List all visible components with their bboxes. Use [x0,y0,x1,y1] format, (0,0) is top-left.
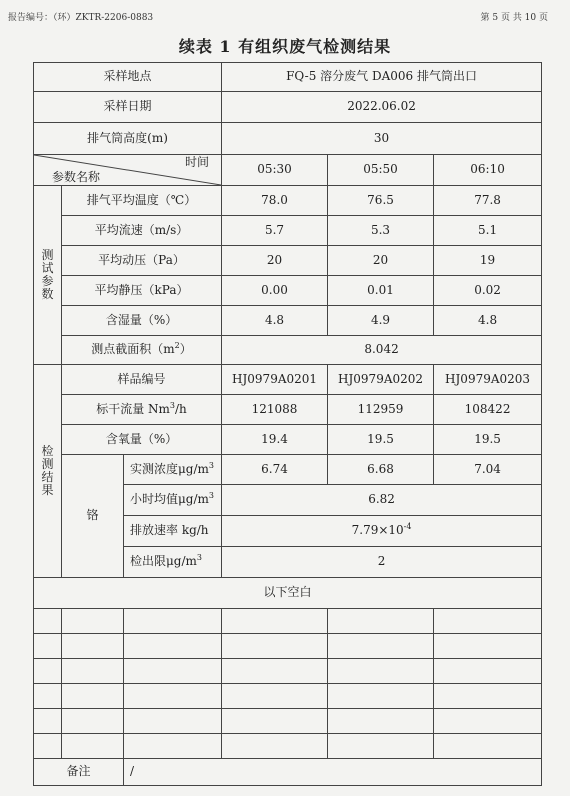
sample-label: 样品编号 [62,365,222,395]
hourly-avg-value: 6.82 [222,485,542,516]
empty-row [34,609,542,634]
table-title: 续表 1 有组织废气检测结果 [178,37,392,56]
group-char: 测 [41,456,54,471]
param-label: 含湿量（%） [62,306,222,336]
sample-id: HJ0979A0203 [434,365,542,395]
empty-row [34,659,542,684]
report-number: 报告编号：（环）ZKTR-2206-0883 [8,13,154,23]
row-date [34,92,542,123]
blank-note: 以下空白 [34,578,542,609]
area-label: 测点截面积$(m^2)$ [62,336,222,365]
sample-id: HJ0979A0202 [328,365,434,395]
time-cell: 05:50 [328,155,434,186]
oxygen-label: 含氧量（%） [62,425,222,455]
oxygen-value: 19.4 [222,425,328,455]
empty-row [34,709,542,734]
height-value: 30 [222,123,542,155]
area-value: 8.042 [222,336,542,365]
oxygen-value: 19.5 [434,425,542,455]
empty-row [34,684,542,709]
param-value: 4.8 [434,306,542,336]
group-char: 结 [41,470,54,484]
height-label: 排气筒高度(m) [34,123,222,155]
empty-row [34,634,542,659]
param-value: 0.01 [328,276,434,306]
group-char: 参 [41,274,54,288]
chromium-label: 铬 [62,455,124,578]
flow-value: 121088 [222,395,328,425]
group-char: 检 [41,443,54,458]
row-velocity [34,216,542,246]
remarks-label: 备注 [34,759,124,786]
diagonal-header-cell [34,155,222,186]
group-char: 试 [41,260,54,275]
flow-value: 112959 [328,395,434,425]
row-location [34,63,542,92]
row-flow [34,395,542,425]
detection-limit-value: 2 [222,547,542,578]
row-static-pressure [34,276,542,306]
emission-results-table [33,62,542,786]
test-params-group-label [34,186,62,365]
row-measured-conc [34,455,542,485]
group-char: 果 [41,483,54,498]
param-value: 4.8 [222,306,328,336]
param-value: 5.7 [222,216,328,246]
oxygen-value: 19.5 [328,425,434,455]
param-label: 平均流速（m/s） [62,216,222,246]
date-value: 2022.06.02 [222,92,542,123]
date-label: 采样日期 [34,92,222,123]
row-time-header [34,155,542,186]
measured-conc-value: 7.04 [434,455,542,485]
empty-row [34,734,542,759]
param-value: 4.9 [328,306,434,336]
param-label: 平均静压（kPa） [62,276,222,306]
param-value: 77.8 [434,186,542,216]
param-value: 0.02 [434,276,542,306]
emission-rate-value: $7.79\times 10^{-4}$ [222,516,542,547]
param-value: 19 [434,246,542,276]
row-moisture [34,306,542,336]
group-char: 数 [41,287,54,302]
row-blank-note [34,578,542,609]
flow-value: 108422 [434,395,542,425]
corner-param-label: 参数名称 [52,169,101,184]
detection-limit-label: 检出限$\mu g/m^3$ [124,547,222,578]
param-label: 平均动压（Pa） [62,246,222,276]
remarks-value: / [124,759,542,786]
time-cell: 06:10 [434,155,542,186]
location-value: FQ-5 溶分废气 DA006 排气筒出口 [222,63,542,92]
param-value: 78.0 [222,186,328,216]
location-label: 采样地点 [34,63,222,92]
page-number: 第 5 页 共 10 页 [480,13,548,23]
measured-conc-value: 6.68 [328,455,434,485]
row-remarks [34,759,542,786]
row-height [34,123,542,155]
param-value: 76.5 [328,186,434,216]
row-sample-id [34,365,542,395]
row-temperature [34,186,542,216]
measured-conc-value: 6.74 [222,455,328,485]
param-value: 20 [222,246,328,276]
sample-id: HJ0979A0201 [222,365,328,395]
hourly-avg-label: 小时均值$\mu g/m^3$ [124,485,222,516]
corner-time-label: 时间 [185,155,210,169]
row-oxygen [34,425,542,455]
flow-label: 标干流量 Nm$^3$/h [62,395,222,425]
param-label: 排气平均温度（℃） [62,186,222,216]
measured-conc-label: 实测浓度$\mu g/m^3$ [124,455,222,485]
row-dynamic-pressure [34,246,542,276]
row-section-area [34,336,542,365]
param-value: 20 [328,246,434,276]
results-group-label [34,365,62,578]
time-cell: 05:30 [222,155,328,186]
param-value: 5.1 [434,216,542,246]
param-value: 5.3 [328,216,434,246]
emission-rate-label: 排放速率 kg/h [124,516,222,547]
param-value: 0.00 [222,276,328,306]
group-char: 测 [41,247,54,262]
